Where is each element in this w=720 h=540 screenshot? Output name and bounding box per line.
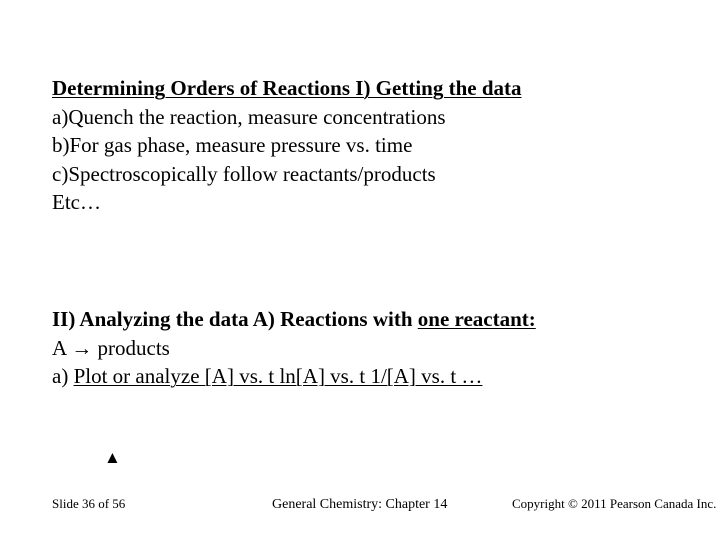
section2-heading-underlined: one reactant: <box>417 307 536 331</box>
section2-heading <box>52 305 536 334</box>
footer-copyright: Copyright © 2011 Pearson Canada Inc. <box>512 496 717 511</box>
slide-number: Slide 36 of 56 <box>52 496 126 511</box>
section1-item-spectroscopy: c)Spectroscopically follow reactants/products <box>52 161 436 186</box>
section2-plot-line <box>52 362 536 391</box>
footer-title: General Chemistry: Chapter 14 <box>272 497 448 512</box>
section2-plot-underlined: Plot or analyze [A] vs. t ln[A] vs. t 1/[A] vs. t … <box>73 364 483 388</box>
section-getting-data <box>52 74 522 217</box>
section1-item-quench: a)Quench the reaction, measure concentrations <box>52 104 446 129</box>
section2-heading-prefix: II) Analyzing the data A) Reactions with <box>52 307 418 331</box>
triangle-marker-icon: ▲ <box>104 448 121 467</box>
section1-item-etc: Etc… <box>52 190 101 214</box>
section2-plot-prefix: a) <box>52 364 74 388</box>
section2-reaction-line: A → products <box>52 335 170 360</box>
section-analyzing-data <box>52 305 536 391</box>
section1-item-gas-phase: b)For gas phase, measure pressure vs. time <box>52 133 413 157</box>
section1-heading: Determining Orders of Reactions I) Getting the data <box>52 76 522 100</box>
